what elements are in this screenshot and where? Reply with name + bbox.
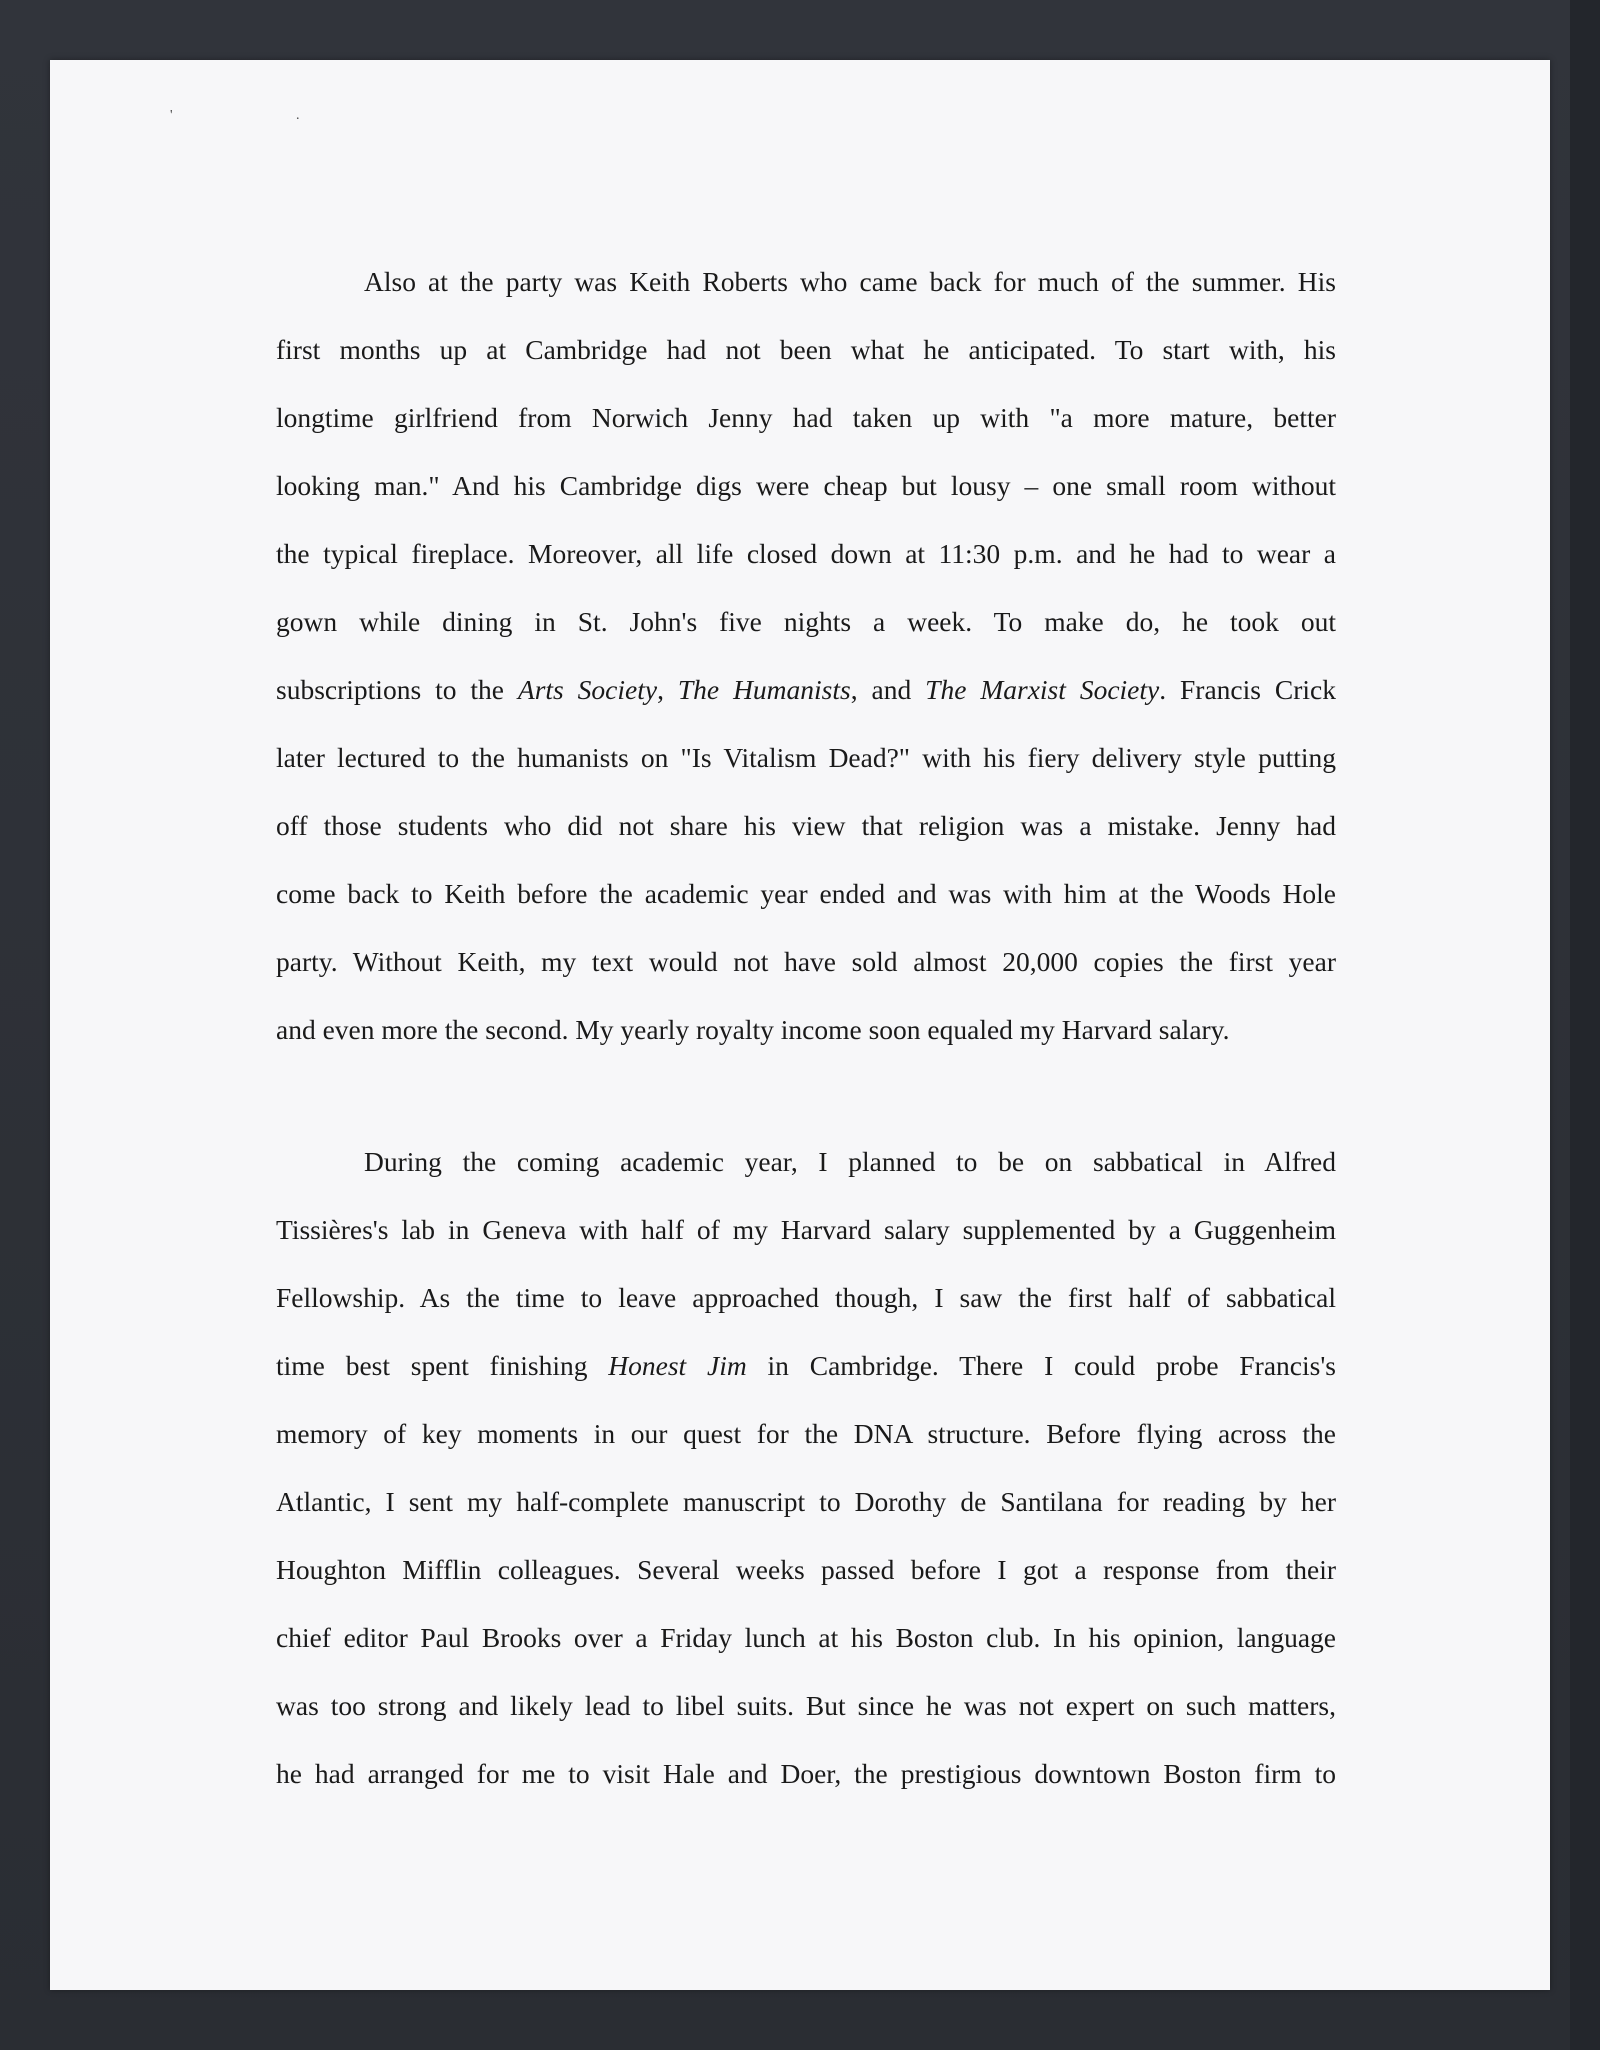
text-line: Also at the party was Keith Roberts who came back for much of the summer. His [364, 266, 1336, 297]
text-line: Tissières's lab in Geneva with half of my Harvard salary supplemented by a Guggenheim [276, 1214, 1336, 1245]
paragraph-1 [276, 248, 1336, 1064]
page-marks: ' . [170, 108, 360, 123]
text-line-with-italics [276, 656, 1336, 724]
paragraph-2 [276, 1128, 1336, 1808]
text-line: memory of key moments in our quest for the DNA structure. Before flying across the [276, 1418, 1336, 1449]
text-line: Houghton Mifflin colleagues. Several weeks passed before I got a response from their [276, 1554, 1336, 1585]
text-segment: , and [850, 674, 926, 705]
text-segment: subscriptions to the [276, 674, 518, 705]
text-line: looking man." And his Cambridge digs were cheap but lousy – one small room without [276, 470, 1336, 501]
italic-title: The Marxist Society [925, 674, 1160, 705]
text-line: first months up at Cambridge had not been what he anticipated. To start with, his [276, 334, 1336, 365]
text-line: party. Without Keith, my text would not have sold almost 20,000 copies the first year [276, 946, 1336, 977]
text-line: off those students who did not share his view that religion was a mistake. Jenny had [276, 810, 1336, 841]
text-line: the typical fireplace. Moreover, all life closed down at 11:30 p.m. and he had to wear a [276, 538, 1336, 569]
text-segment: in Cambridge. There I could probe Francis's [746, 1350, 1336, 1381]
text-line: come back to Keith before the academic year ended and was with him at the Woods Hole [276, 878, 1336, 909]
text-line: later lectured to the humanists on "Is Vitalism Dead?" with his fiery delivery style putting [276, 742, 1336, 773]
italic-title: The Humanists [677, 674, 851, 705]
text-segment: , [657, 674, 678, 705]
text-line: and even more the second. My yearly royalty income soon equaled my Harvard salary. [276, 1014, 1230, 1045]
text-line-with-italics [276, 1332, 1336, 1400]
text-line: was too strong and likely lead to libel suits. But since he was not expert on such matters, [276, 1690, 1336, 1721]
italic-title: Arts Society [517, 674, 658, 705]
text-line: Atlantic, I sent my half-complete manuscript to Dorothy de Santilana for reading by her [276, 1486, 1336, 1517]
document-page [50, 60, 1550, 1990]
text-line: gown while dining in St. John's five nights a week. To make do, he took out [276, 606, 1336, 637]
text-line: longtime girlfriend from Norwich Jenny had taken up with "a more mature, better [276, 402, 1336, 433]
text-line: During the coming academic year, I planned to be on sabbatical in Alfred [364, 1146, 1336, 1177]
text-line: he had arranged for me to visit Hale and Doer, the prestigious downtown Boston firm to [276, 1758, 1336, 1789]
text-line: Fellowship. As the time to leave approached though, I saw the first half of sabbatical [276, 1282, 1336, 1313]
text-segment: time best spent finishing [276, 1350, 609, 1381]
italic-title: Honest Jim [608, 1350, 747, 1381]
text-segment: . Francis Crick [1159, 674, 1336, 705]
scan-edge [1570, 0, 1600, 2050]
text-line: chief editor Paul Brooks over a Friday lunch at his Boston club. In his opinion, language [276, 1622, 1336, 1653]
